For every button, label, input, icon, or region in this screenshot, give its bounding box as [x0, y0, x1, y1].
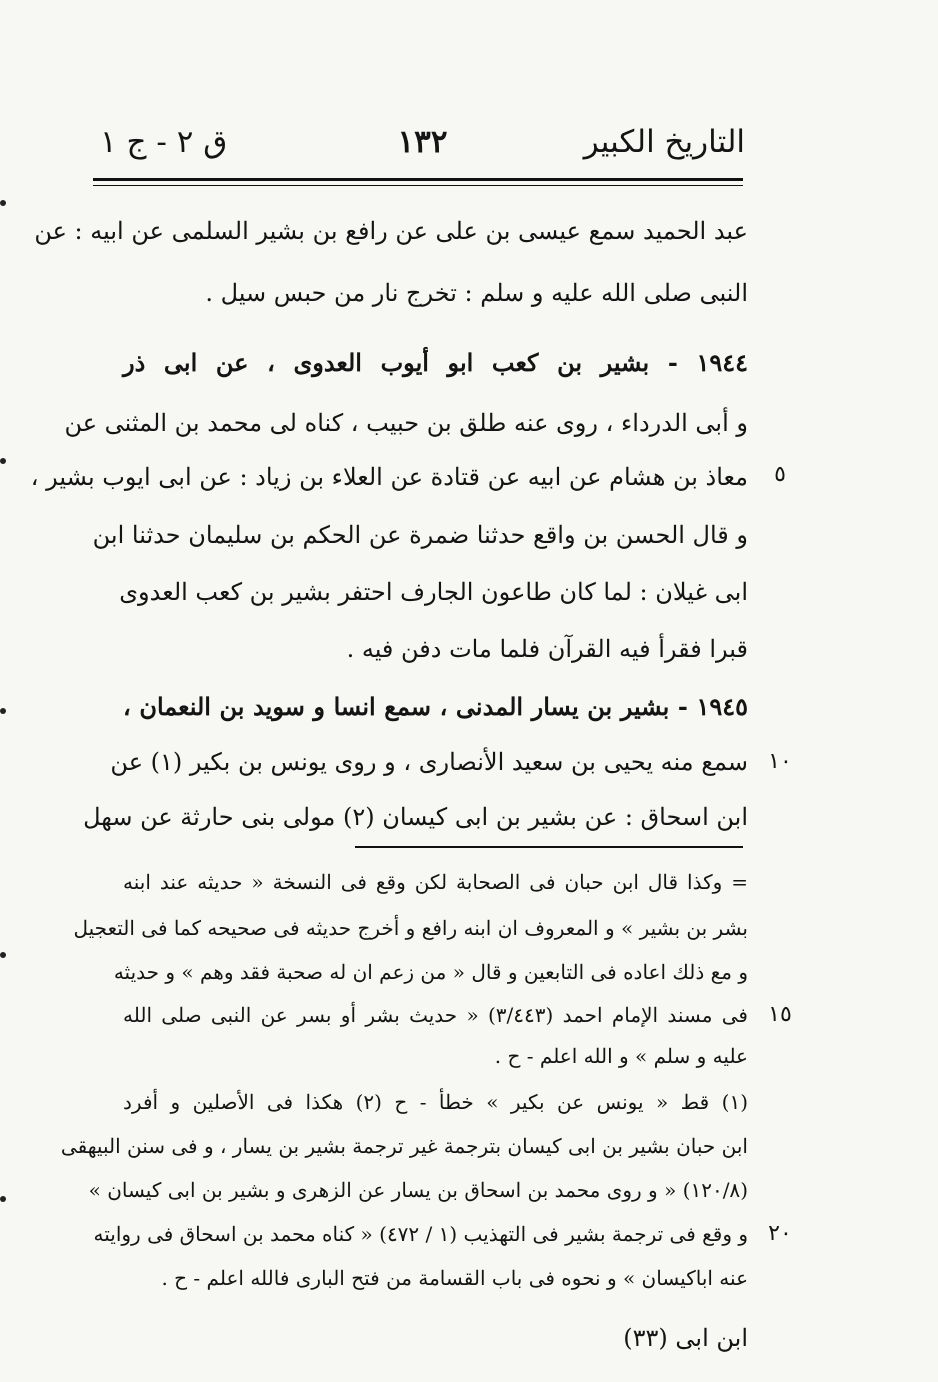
section-label: ق ٢ - ج ١ [100, 124, 228, 160]
line-number: ٥ [774, 462, 786, 487]
line-number: ١٥ [768, 1002, 792, 1027]
binding-hole-mark [0, 458, 6, 464]
catchword: ابن ابى [675, 1324, 748, 1352]
line-number: ١٠ [768, 749, 792, 774]
binding-hole-mark [0, 1196, 6, 1202]
book-title: التاريخ الكبير [583, 124, 745, 160]
footnote-line: عليه و سلم » و الله اعلم - ح . [494, 1044, 748, 1068]
footnote-line: و مع ذلك اعاده فى التابعين و قال « من زعم ان له صحبة فقد وهم » و حديثه [113, 960, 748, 984]
binding-hole-mark [0, 708, 6, 714]
binding-hole-mark [0, 952, 6, 958]
body-line: قبرا فقرأ فيه القرآن فلما مات دفن فيه . [346, 635, 748, 663]
binding-hole-mark [0, 200, 6, 206]
page-number: ١٣٢ [397, 124, 448, 160]
body-line: ابى غيلان : لما كان طاعون الجارف احتفر بشير بن كعب العدوى [119, 578, 748, 606]
footnote-rule [355, 846, 743, 848]
body-line: سمع منه يحيى بن سعيد الأنصارى ، و روى يونس بن بكير (١) عن [110, 748, 748, 776]
footnote-line: و وقع فى ترجمة بشير فى التهذيب (١ / ٤٧٢) « كناه محمد بن اسحاق فى روايته [93, 1222, 748, 1246]
body-line: معاذ بن هشام عن ابيه عن قتادة عن العلاء بن زياد : عن ابى ايوب بشير ، [30, 463, 748, 491]
footnote-line: = وكذا قال ابن حبان فى الصحابة لكن وقع فى النسخة « حديثه عند ابنه [123, 870, 748, 894]
footnote-line: ابن حبان بشير بن ابى كيسان بترجمة غير ترجمة بشير بن يسار ، و فى سنن البيهقى [60, 1134, 748, 1158]
entry-1945-heading: ١٩٤٥ - بشير بن يسار المدنى ، سمع انسا و سويد بن النعمان ، [123, 692, 748, 721]
signature-number: (٣٣) [623, 1324, 668, 1352]
running-header [100, 118, 745, 166]
entry-1944-heading: ١٩٤٤ - بشير بن كعب ابو أيوب العدوى ، عن ابى ذر [123, 348, 748, 377]
header-rule-thin [93, 185, 743, 186]
page-signature [563, 1316, 748, 1360]
body-line: ابن اسحاق : عن بشير بن ابى كيسان (٢) مولى بنى حارثة عن سهل [83, 803, 748, 831]
body-line: و أبى الدرداء ، روى عنه طلق بن حبيب ، كناه لى محمد بن المثنى عن [64, 409, 748, 437]
footnote-line: (١) قط « يونس عن بكير » خطأ - ح (٢) هكذا فى الأصلين و أفرد [123, 1090, 748, 1114]
body-line: و قال الحسن بن واقع حدثنا ضمرة عن الحكم بن سليمان حدثنا ابن [92, 521, 748, 549]
body-line: عبد الحميد سمع عيسى بن على عن رافع بن بشير السلمى عن ابيه : عن [34, 217, 748, 245]
line-number: ٢٠ [768, 1221, 792, 1246]
footnote-line: بشر بن بشير » و المعروف ان ابنه رافع و أخرج حديثه فى صحيحه كما فى التعجيل [73, 916, 748, 940]
header-rule-thick [93, 178, 743, 181]
footnote-line: فى مسند الإمام احمد (٣/٤٤٣) « حديث بشر أو بسر عن النبى صلى الله [123, 1003, 748, 1027]
footnote-line: عنه اباكيسان » و نحوه فى باب القسامة من فتح البارى فالله اعلم - ح . [161, 1266, 748, 1290]
footnote-line: (١٢٠/٨) « و روى محمد بن اسحاق بن يسار عن الزهرى و بشير بن ابى كيسان » [88, 1178, 748, 1202]
body-line: النبى صلى الله عليه و سلم : تخرج نار من حبس سيل . [205, 279, 748, 307]
